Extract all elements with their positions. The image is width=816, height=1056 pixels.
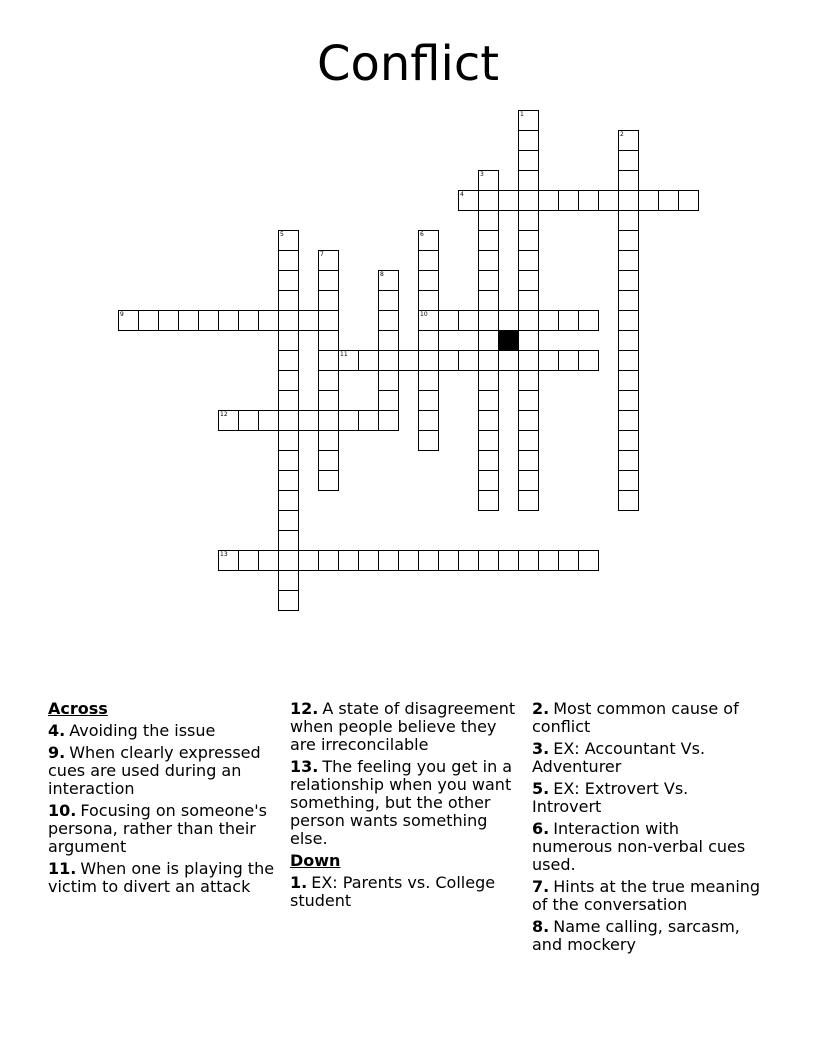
- grid-cell[interactable]: [238, 410, 259, 431]
- clue-number: 8.: [532, 917, 550, 936]
- grid-cell[interactable]: [278, 510, 299, 531]
- grid-cell[interactable]: [618, 210, 639, 231]
- clue-text: EX: Extrovert Vs. Introvert: [532, 779, 689, 816]
- grid-cell[interactable]: [678, 190, 699, 211]
- grid-cell[interactable]: [278, 330, 299, 351]
- grid-cell[interactable]: [618, 150, 639, 171]
- clue-number: 1.: [290, 873, 308, 892]
- grid-cell[interactable]: [478, 190, 499, 211]
- grid-cell[interactable]: [478, 310, 499, 331]
- grid-cell[interactable]: [298, 410, 319, 431]
- across-clue-4: [48, 722, 278, 740]
- grid-cell[interactable]: [438, 350, 459, 371]
- grid-cell[interactable]: [258, 550, 279, 571]
- grid-cell[interactable]: [318, 250, 339, 271]
- grid-cell[interactable]: [478, 470, 499, 491]
- grid-cell[interactable]: [518, 390, 539, 411]
- clue-number: 12.: [290, 699, 319, 718]
- grid-cell[interactable]: [618, 190, 639, 211]
- grid-cell[interactable]: [318, 450, 339, 471]
- grid-cell[interactable]: [478, 330, 499, 351]
- clue-number-1: 1: [520, 111, 524, 118]
- clue-text: EX: Parents vs. College student: [290, 873, 496, 910]
- grid-cell[interactable]: [278, 370, 299, 391]
- grid-cell[interactable]: [478, 210, 499, 231]
- clue-text: Most common cause of conflict: [532, 699, 739, 736]
- grid-cell[interactable]: [518, 350, 539, 371]
- grid-cell[interactable]: [318, 390, 339, 411]
- grid-cell[interactable]: [498, 550, 519, 571]
- grid-cell[interactable]: [318, 310, 339, 331]
- down-clue-8: [532, 918, 762, 954]
- grid-cell[interactable]: [618, 330, 639, 351]
- clues-column-2: [290, 700, 520, 914]
- clue-number-3: 3: [480, 171, 484, 178]
- grid-cell[interactable]: [478, 410, 499, 431]
- grid-cell[interactable]: [518, 190, 539, 211]
- clue-text: EX: Accountant Vs. Adventurer: [532, 739, 706, 776]
- grid-cell[interactable]: [318, 550, 339, 571]
- clue-text: Focusing on someone's persona, rather than their argument: [48, 801, 267, 856]
- grid-cell[interactable]: [518, 150, 539, 171]
- across-clue-13: [290, 758, 520, 848]
- grid-cell[interactable]: [498, 350, 519, 371]
- down-heading: Down: [290, 851, 341, 870]
- grid-cell[interactable]: [618, 450, 639, 471]
- down-clue-5: [532, 780, 762, 816]
- grid-cell[interactable]: [318, 470, 339, 491]
- grid-cell[interactable]: [278, 450, 299, 471]
- grid-cell[interactable]: [378, 370, 399, 391]
- grid-cell[interactable]: [318, 270, 339, 291]
- down-clue-6: [532, 820, 762, 874]
- grid-cell[interactable]: [518, 210, 539, 231]
- grid-cell[interactable]: [278, 550, 299, 571]
- grid-cell[interactable]: [518, 450, 539, 471]
- grid-cell[interactable]: [378, 310, 399, 331]
- grid-cell[interactable]: [518, 550, 539, 571]
- clue-text: Avoiding the issue: [69, 721, 216, 740]
- grid-cell[interactable]: [138, 310, 159, 331]
- grid-cell[interactable]: [218, 550, 239, 571]
- grid-cell[interactable]: [518, 430, 539, 451]
- grid-cell[interactable]: [378, 410, 399, 431]
- grid-cell[interactable]: [298, 550, 319, 571]
- grid-cell[interactable]: [278, 250, 299, 271]
- grid-cell[interactable]: [618, 370, 639, 391]
- clue-number-5: 5: [280, 231, 284, 238]
- grid-cell[interactable]: [458, 310, 479, 331]
- grid-cell[interactable]: [598, 190, 619, 211]
- grid-cell[interactable]: [478, 290, 499, 311]
- grid-cell[interactable]: [618, 250, 639, 271]
- puzzle-title: Conflict: [316, 36, 500, 92]
- black-cell: [498, 330, 519, 351]
- grid-cell[interactable]: [478, 170, 499, 191]
- across-clue-10: [48, 802, 278, 856]
- grid-cell[interactable]: [538, 190, 559, 211]
- grid-cell[interactable]: [218, 310, 239, 331]
- grid-cell[interactable]: [258, 410, 279, 431]
- grid-cell[interactable]: [418, 330, 439, 351]
- grid-cell[interactable]: [418, 350, 439, 371]
- clue-number: 3.: [532, 739, 550, 758]
- grid-cell[interactable]: [618, 430, 639, 451]
- grid-cell[interactable]: [458, 190, 479, 211]
- grid-cell[interactable]: [378, 290, 399, 311]
- down-clue-3: [532, 740, 762, 776]
- grid-cell[interactable]: [478, 490, 499, 511]
- grid-cell[interactable]: [278, 290, 299, 311]
- grid-cell[interactable]: [338, 550, 359, 571]
- grid-cell[interactable]: [418, 310, 439, 331]
- grid-cell[interactable]: [518, 110, 539, 131]
- grid-cell[interactable]: [478, 550, 499, 571]
- grid-cell[interactable]: [358, 550, 379, 571]
- grid-cell[interactable]: [498, 310, 519, 331]
- grid-cell[interactable]: [518, 310, 539, 331]
- grid-cell[interactable]: [578, 550, 599, 571]
- grid-cell[interactable]: [618, 310, 639, 331]
- grid-cell[interactable]: [278, 350, 299, 371]
- grid-cell[interactable]: [398, 350, 419, 371]
- grid-cell[interactable]: [478, 250, 499, 271]
- grid-cell[interactable]: [418, 370, 439, 391]
- grid-cell[interactable]: [338, 410, 359, 431]
- grid-cell[interactable]: [298, 310, 319, 331]
- grid-cell[interactable]: [518, 250, 539, 271]
- grid-cell[interactable]: [318, 290, 339, 311]
- clue-number: 5.: [532, 779, 550, 798]
- grid-cell[interactable]: [418, 270, 439, 291]
- grid-cell[interactable]: [518, 270, 539, 291]
- across-clue-12: [290, 700, 520, 754]
- grid-cell[interactable]: [178, 310, 199, 331]
- grid-cell[interactable]: [318, 330, 339, 351]
- clue-number: 2.: [532, 699, 550, 718]
- clue-number: 10.: [48, 801, 77, 820]
- grid-cell[interactable]: [478, 370, 499, 391]
- grid-cell[interactable]: [278, 490, 299, 511]
- grid-cell[interactable]: [418, 430, 439, 451]
- grid-cell[interactable]: [278, 310, 299, 331]
- clue-number: 4.: [48, 721, 66, 740]
- grid-cell[interactable]: [638, 190, 659, 211]
- grid-cell[interactable]: [318, 430, 339, 451]
- grid-cell[interactable]: [558, 190, 579, 211]
- grid-cell[interactable]: [318, 370, 339, 391]
- clue-text: Hints at the true meaning of the conversation: [532, 877, 761, 914]
- grid-cell[interactable]: [378, 550, 399, 571]
- grid-cell[interactable]: [618, 130, 639, 151]
- across-clue-11: [48, 860, 278, 896]
- grid-cell[interactable]: [358, 350, 379, 371]
- grid-cell[interactable]: [418, 410, 439, 431]
- grid-cell[interactable]: [278, 430, 299, 451]
- clue-number-11: 11: [340, 351, 348, 358]
- down-clue-2: [532, 700, 762, 736]
- grid-cell[interactable]: [518, 490, 539, 511]
- grid-cell[interactable]: [378, 390, 399, 411]
- grid-cell[interactable]: [518, 470, 539, 491]
- clue-number: 13.: [290, 757, 319, 776]
- grid-cell[interactable]: [278, 410, 299, 431]
- clue-number-12: 12: [220, 411, 228, 418]
- grid-cell[interactable]: [278, 570, 299, 591]
- grid-cell[interactable]: [618, 410, 639, 431]
- clue-number: 9.: [48, 743, 66, 762]
- clue-number: 7.: [532, 877, 550, 896]
- grid-cell[interactable]: [158, 310, 179, 331]
- grid-cell[interactable]: [418, 390, 439, 411]
- grid-cell[interactable]: [338, 350, 359, 371]
- grid-cell[interactable]: [618, 490, 639, 511]
- grid-cell[interactable]: [278, 230, 299, 251]
- clue-number-4: 4: [460, 191, 464, 198]
- grid-cell[interactable]: [618, 170, 639, 191]
- grid-cell[interactable]: [618, 230, 639, 251]
- clue-text: Interaction with numerous non-verbal cues used.: [532, 819, 746, 874]
- clues-column-1: [48, 700, 278, 900]
- grid-cell[interactable]: [418, 290, 439, 311]
- grid-cell[interactable]: [418, 550, 439, 571]
- clue-number-9: 9: [120, 311, 124, 318]
- grid-cell[interactable]: [618, 470, 639, 491]
- grid-cell[interactable]: [278, 590, 299, 611]
- clue-number-2: 2: [620, 131, 624, 138]
- grid-cell[interactable]: [318, 410, 339, 431]
- grid-cell[interactable]: [518, 130, 539, 151]
- grid-cell[interactable]: [558, 550, 579, 571]
- grid-cell[interactable]: [558, 310, 579, 331]
- grid-cell[interactable]: [518, 410, 539, 431]
- grid-cell[interactable]: [538, 310, 559, 331]
- grid-cell[interactable]: [578, 190, 599, 211]
- grid-cell[interactable]: [478, 230, 499, 251]
- grid-cell[interactable]: [378, 330, 399, 351]
- grid-cell[interactable]: [378, 270, 399, 291]
- clue-text: Name calling, sarcasm, and mockery: [532, 917, 740, 954]
- grid-cell[interactable]: [198, 310, 219, 331]
- grid-cell[interactable]: [418, 230, 439, 251]
- grid-cell[interactable]: [278, 530, 299, 551]
- grid-cell[interactable]: [578, 310, 599, 331]
- grid-cell[interactable]: [658, 190, 679, 211]
- clue-text: The feeling you get in a relationship when you want something, but the other person wants something else.: [290, 757, 513, 848]
- grid-cell[interactable]: [118, 310, 139, 331]
- grid-cell[interactable]: [518, 170, 539, 191]
- clue-number-10: 10: [420, 311, 428, 318]
- grid-cell[interactable]: [458, 550, 479, 571]
- grid-cell[interactable]: [278, 470, 299, 491]
- grid-cell[interactable]: [538, 350, 559, 371]
- across-clue-9: [48, 744, 278, 798]
- grid-cell[interactable]: [258, 310, 279, 331]
- down-clue-1: [290, 874, 520, 910]
- grid-cell[interactable]: [618, 350, 639, 371]
- down-clue-7: [532, 878, 762, 914]
- clue-number-8: 8: [380, 271, 384, 278]
- grid-cell[interactable]: [418, 250, 439, 271]
- grid-cell[interactable]: [458, 350, 479, 371]
- grid-cell[interactable]: [478, 430, 499, 451]
- grid-cell[interactable]: [478, 390, 499, 411]
- grid-cell[interactable]: [518, 330, 539, 351]
- grid-cell[interactable]: [278, 390, 299, 411]
- clue-number: 6.: [532, 819, 550, 838]
- grid-cell[interactable]: [558, 350, 579, 371]
- grid-cell[interactable]: [518, 230, 539, 251]
- grid-cell[interactable]: [618, 270, 639, 291]
- grid-cell[interactable]: [478, 350, 499, 371]
- grid-cell[interactable]: [498, 190, 519, 211]
- grid-cell[interactable]: [538, 550, 559, 571]
- grid-cell[interactable]: [478, 450, 499, 471]
- grid-cell[interactable]: [438, 310, 459, 331]
- grid-cell[interactable]: [238, 550, 259, 571]
- grid-cell[interactable]: [518, 370, 539, 391]
- clue-number-6: 6: [420, 231, 424, 238]
- grid-cell[interactable]: [518, 290, 539, 311]
- grid-cell[interactable]: [238, 310, 259, 331]
- clues-column-3: [532, 700, 762, 958]
- grid-cell[interactable]: [398, 550, 419, 571]
- clue-text: When clearly expressed cues are used during an interaction: [48, 743, 261, 798]
- clue-number: 11.: [48, 859, 77, 878]
- grid-cell[interactable]: [278, 270, 299, 291]
- clue-number-7: 7: [320, 251, 324, 258]
- grid-cell[interactable]: [618, 390, 639, 411]
- grid-cell[interactable]: [218, 410, 239, 431]
- across-heading: Across: [48, 699, 108, 718]
- clue-text: When one is playing the victim to divert an attack: [48, 859, 275, 896]
- grid-cell[interactable]: [578, 350, 599, 371]
- grid-cell[interactable]: [438, 550, 459, 571]
- grid-cell[interactable]: [618, 290, 639, 311]
- grid-cell[interactable]: [358, 410, 379, 431]
- clue-number-13: 13: [220, 551, 228, 558]
- grid-cell[interactable]: [378, 350, 399, 371]
- clue-text: A state of disagreement when people believe they are irreconcilable: [290, 699, 516, 754]
- grid-cell[interactable]: [478, 270, 499, 291]
- grid-cell[interactable]: [318, 350, 339, 371]
